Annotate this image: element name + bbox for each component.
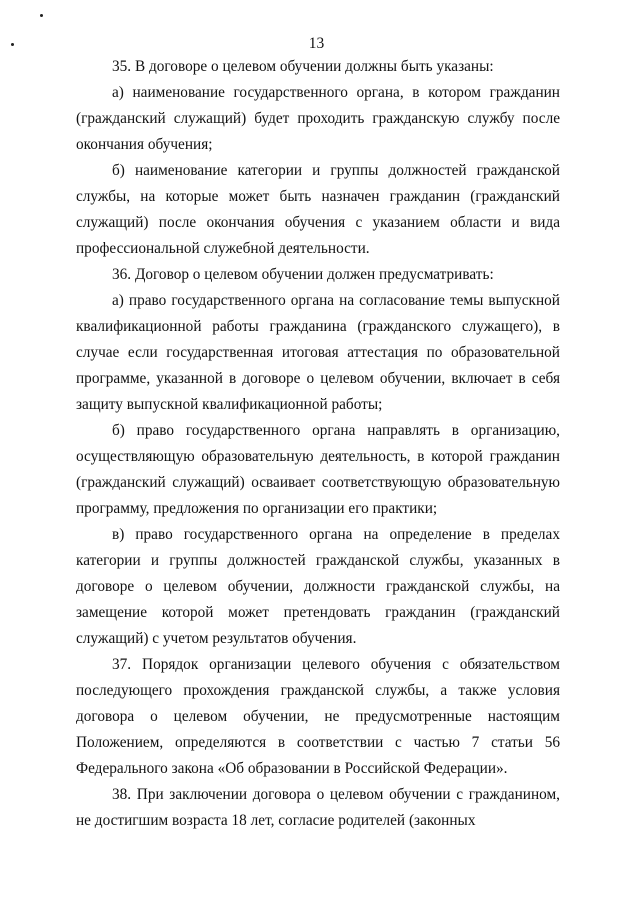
page-number: 13 [308, 35, 325, 52]
paragraph-36-b: б) право государственного органа направлять в организацию, осуществляющую образовательную деятельность, в которой гражданин (гражданский служащий) осваивает соответствующую образовательную программу, предложения по организации его практики; [76, 422, 560, 517]
document-body [76, 54, 560, 834]
paragraph-36-v: в) право государственного органа на определение в пределах категории и группы должностей гражданской службы, указанных в договоре о целевом обучении, должности гражданской службы, на замещение которой может претендовать гражданин (гражданский служащий) с учетом результатов обучения. [76, 526, 560, 647]
paragraph-35-b: б) наименование категории и группы должностей гражданской службы, на которые может быть назначен гражданин (гражданский служащий) после окончания обучения с указанием области и вида профессиональной служебной деятельности. [76, 162, 560, 257]
paragraph-36: 36. Договор о целевом обучении должен предусматривать: [112, 266, 494, 283]
paragraph-35: 35. В договоре о целевом обучении должны быть указаны: [112, 58, 494, 75]
paragraph-37: 37. Порядок организации целевого обучения с обязательством последующего прохождения гражданской службы, а также условия договора о целевом обучении, не предусмотренные настоящим Положением, определяются в соответствии с частью 7 статьи 56 Федерального закона «Об образовании в Российской Федерации». [76, 656, 560, 777]
paragraph-38: 38. При заключении договора о целевом обучении с гражданином, не достигшим возраста 18 лет, согласие родителей (законных [76, 786, 560, 829]
paragraph-35-a: а) наименование государственного органа, в котором гражданин (гражданский служащий) будет проходить гражданскую службу после окончания обучения; [76, 84, 560, 153]
scan-speck [40, 14, 43, 17]
paragraph-36-a: а) право государственного органа на согласование темы выпускной квалификационной работы гражданина (гражданского служащего), в случае если государственная итоговая аттестация по образовательной программе, указанной в договоре о целевом обучении, включает в себя защиту выпускной квалификационной работы; [76, 292, 560, 413]
